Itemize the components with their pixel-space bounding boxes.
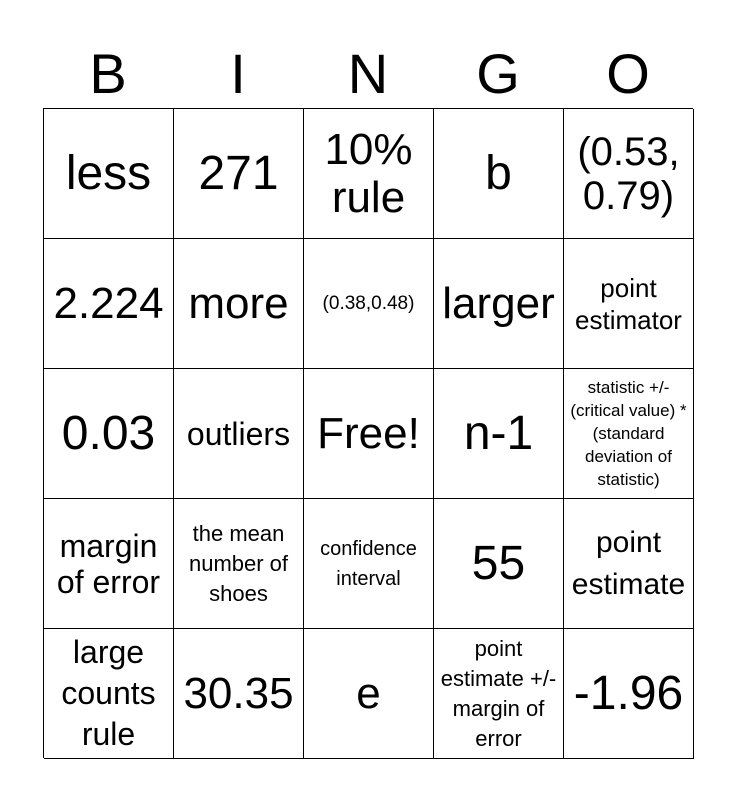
bingo-cell[interactable] [434, 499, 564, 629]
cell-text: -1.96 [573, 666, 684, 720]
bingo-cell[interactable] [174, 499, 304, 629]
header-letter-g: G [476, 42, 520, 105]
cell-text: 30.35 [183, 668, 294, 718]
cell-text: 0.03 [61, 406, 156, 460]
bingo-cell[interactable] [434, 629, 564, 759]
cell-text: b [485, 146, 512, 200]
bingo-cell[interactable] [304, 629, 434, 759]
cell-text: n-1 [463, 406, 534, 460]
bingo-header [43, 40, 693, 108]
bingo-cell[interactable] [434, 239, 564, 369]
cell-text: less [65, 146, 152, 200]
bingo-cell[interactable] [174, 109, 304, 239]
bingo-cell[interactable] [44, 239, 174, 369]
bingo-cell[interactable] [44, 629, 174, 759]
bingo-cell[interactable] [174, 239, 304, 369]
bingo-cell[interactable] [564, 499, 694, 629]
bingo-cell[interactable] [304, 239, 434, 369]
bingo-cell[interactable] [564, 629, 694, 759]
cell-text: point estimator [575, 272, 682, 335]
bingo-cell[interactable] [434, 369, 564, 499]
cell-text: larger [442, 278, 555, 328]
bingo-cell[interactable] [304, 499, 434, 629]
bingo-cell[interactable] [44, 109, 174, 239]
header-letter-i: I [230, 42, 246, 105]
cell-text: confidence interval [320, 537, 417, 590]
bingo-cell[interactable] [44, 499, 174, 629]
cell-text: point estimate +/- margin of error [440, 635, 557, 751]
header-letter-o: O [606, 42, 650, 105]
bingo-cell[interactable] [174, 629, 304, 759]
cell-text: 55 [471, 536, 526, 590]
bingo-grid [43, 108, 693, 758]
cell-text: 271 [198, 146, 279, 200]
bingo-cell[interactable] [304, 369, 434, 499]
cell-text: e [356, 668, 381, 718]
cell-text: outliers [186, 415, 291, 452]
cell-text: more [188, 278, 289, 328]
cell-text: large counts rule [61, 634, 156, 752]
cell-text: Free! [317, 408, 420, 458]
cell-text: point estimate [571, 525, 686, 601]
header-letter-n: N [347, 42, 389, 105]
cell-text: (0.53, 0.79) [577, 129, 680, 218]
cell-text: 10% rule [324, 124, 413, 222]
header-letter-b: B [89, 42, 127, 105]
bingo-cell[interactable] [564, 109, 694, 239]
cell-text: margin of error [56, 527, 161, 600]
bingo-cell[interactable] [564, 239, 694, 369]
bingo-cell[interactable] [44, 369, 174, 499]
bingo-cell[interactable] [304, 109, 434, 239]
cell-text: the mean number of shoes [188, 520, 289, 606]
bingo-cell[interactable] [174, 369, 304, 499]
cell-text: (0.38,0.48) [322, 292, 415, 314]
bingo-cell[interactable] [564, 369, 694, 499]
cell-text: statistic +/- (critical value) * (standard deviation of statistic) [570, 378, 687, 489]
cell-text: 2.224 [53, 278, 164, 328]
bingo-cell[interactable] [434, 109, 564, 239]
